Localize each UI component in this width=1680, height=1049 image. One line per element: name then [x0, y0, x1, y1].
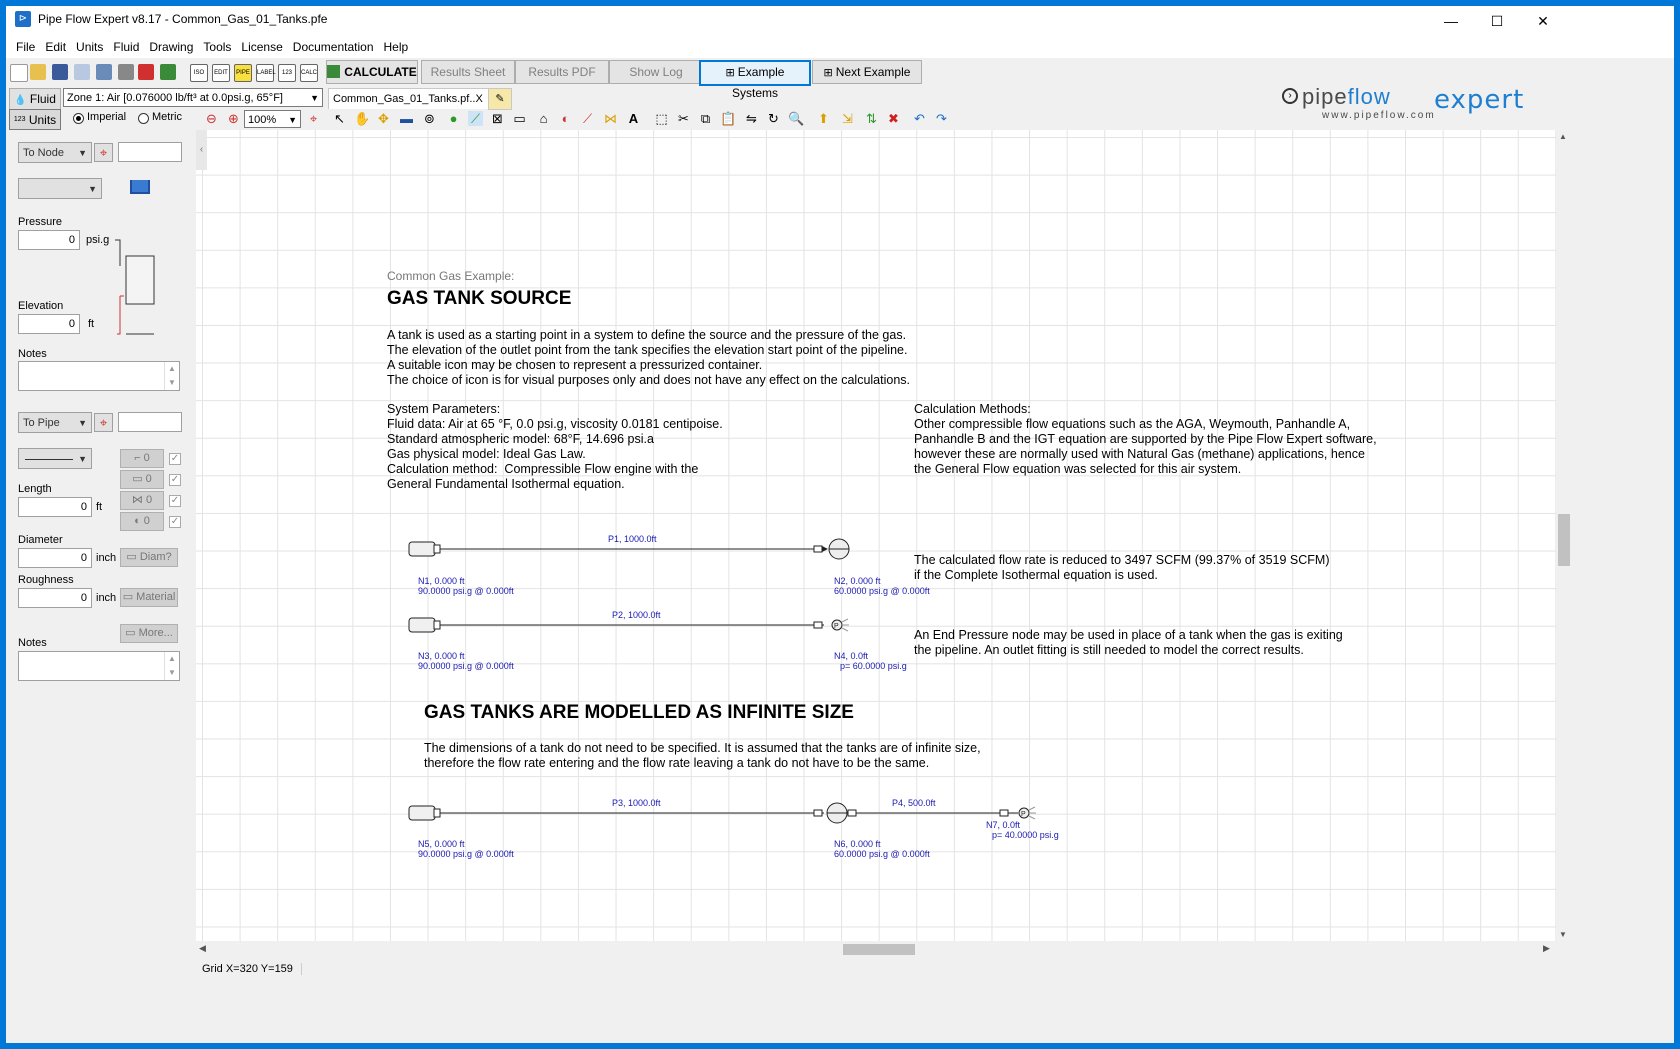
infinite-size-note: The dimensions of a tank do not need to be specified. It is assumed that the tanks are of infinite size, therefore the flow rate entering and the flow rate leaving a tank do not have to be the same. — [424, 741, 981, 770]
network-icon: ⊞ — [725, 67, 735, 79]
collapse-panel-icon[interactable]: ‹ — [196, 130, 207, 170]
pipe-notes-input[interactable] — [18, 651, 180, 681]
valve-tool-icon[interactable]: ◐ — [561, 111, 570, 126]
diameter-unit: inch — [96, 552, 117, 564]
node-n7-label[interactable]: N7, 0.0ft — [986, 820, 1021, 830]
calculation-methods-text: Calculation Methods: Other compressible flow equations such as the AGA, Weymouth, Panhandle A, Panhandle B and the IGT equation are supported by the Pipe Flow Expert software, however these are normally used with Natural Gas (methane) applications, hence the General Flow equation was selected for this air system. — [914, 402, 1377, 476]
control-valve-icon[interactable]: ⋈ — [604, 111, 617, 126]
menu-bar — [6, 36, 1674, 58]
length-unit: ft — [96, 501, 103, 513]
app-window — [6, 6, 1674, 1043]
node-n6-label[interactable]: N6, 0.000 ft — [834, 839, 881, 849]
label-icon[interactable]: LABEL — [256, 64, 274, 82]
tank-icon[interactable] — [130, 180, 150, 194]
node-n4-label[interactable]: N4, 0.0ft — [834, 651, 869, 661]
roughness-input[interactable]: 0 — [18, 588, 92, 608]
svg-text:P: P — [834, 623, 839, 630]
logo-expert: expert — [1434, 85, 1525, 115]
line-style-select[interactable] — [18, 448, 92, 469]
chevron-down-icon: ▼ — [78, 148, 87, 158]
fitting-3-checkbox[interactable]: ✓ — [170, 495, 180, 506]
pump-tool-icon[interactable]: ⊚ — [424, 111, 435, 126]
zoom-out-icon[interactable]: ⊖ — [206, 111, 217, 126]
image-tool-icon[interactable]: ▭ — [513, 111, 526, 126]
tank-n1 — [409, 542, 440, 556]
node-n2-label[interactable]: N2, 0.000 ft — [834, 576, 881, 586]
scroll-right-icon[interactable]: ▶ — [1543, 943, 1550, 953]
calculate-button[interactable] — [326, 60, 418, 84]
node-name-input[interactable] — [118, 142, 182, 162]
droplet-icon: 💧 — [14, 95, 27, 106]
pipe-p3-label[interactable]: P3, 1000.0ft — [612, 798, 661, 808]
example-systems-button[interactable] — [699, 60, 811, 100]
pipe-target-icon[interactable]: ⌖ — [94, 413, 113, 432]
fitting-tool-icon[interactable]: ⊠ — [492, 111, 503, 126]
delete-icon[interactable]: ✖ — [888, 111, 899, 126]
node-n2-pressure: 60.0000 psi.g @ 0.000ft — [834, 586, 930, 596]
metric-label: Metric — [152, 111, 182, 123]
scroll-down-icon[interactable]: ▼ — [1559, 930, 1567, 939]
scroll-up-icon[interactable]: ▲ — [1559, 132, 1567, 141]
notes-label: Notes — [18, 348, 47, 360]
node-notes-input[interactable] — [18, 361, 180, 391]
line-tool-icon[interactable]: ⟋ — [582, 111, 593, 126]
spreadsheet-icon[interactable] — [160, 64, 176, 80]
pipeflow-logo — [1282, 84, 1552, 124]
roughness-unit: inch — [96, 592, 117, 604]
fitting-box-icon: ▭ — [132, 473, 146, 485]
chevron-down-icon: ▼ — [78, 418, 87, 428]
fluid-zone-value: Zone 1: Air [0.076000 lb/ft³ at 0.0psi.g, 65°F] — [67, 92, 283, 104]
app-icon: ⊳ — [15, 11, 31, 27]
fitting-p1 — [814, 546, 822, 552]
chevron-down-icon: ▼ — [78, 454, 87, 464]
node-n6-pressure: 60.0000 psi.g @ 0.000ft — [834, 849, 930, 859]
more-icon: ▭ — [125, 627, 139, 639]
edit-icon[interactable]: EDIT — [212, 64, 230, 82]
menu-drawing[interactable]: Drawing — [149, 40, 194, 54]
material-icon: ▭ — [122, 591, 137, 603]
new-file-icon[interactable] — [10, 64, 28, 82]
pipe-network-diagram — [196, 130, 1556, 942]
units-icon: 123 — [13, 116, 26, 123]
pipe-p1-label[interactable]: P1, 1000.0ft — [608, 534, 657, 544]
fluid-zone-select[interactable] — [63, 88, 323, 107]
minimize-button[interactable]: — — [1444, 13, 1458, 29]
maximize-button[interactable]: ☐ — [1490, 13, 1504, 29]
network-next-icon: ⊞ — [823, 67, 833, 79]
open-folder-icon[interactable] — [30, 64, 46, 80]
node-n1-pressure: 90.0000 psi.g @ 0.000ft — [418, 586, 514, 596]
email-icon[interactable] — [74, 64, 90, 80]
length-input[interactable]: 0 — [18, 497, 92, 517]
print-icon[interactable] — [118, 64, 134, 80]
pipe-name-input[interactable] — [118, 412, 182, 432]
paste-icon[interactable]: 📋 — [720, 111, 737, 126]
flip-icon[interactable]: ⇋ — [746, 111, 757, 126]
menu-license[interactable]: License — [241, 40, 283, 54]
new-tab-icon[interactable]: ✎ — [488, 88, 512, 110]
heading-infinite-size: GAS TANKS ARE MODELLED AS INFINITE SIZE — [424, 702, 854, 723]
fluid-button[interactable] — [9, 88, 61, 110]
node-n3-pressure: 90.0000 psi.g @ 0.000ft — [418, 661, 514, 671]
to-pipe-select[interactable] — [18, 412, 92, 433]
results-pdf-button[interactable]: Results PDF — [515, 60, 609, 84]
svg-text:P: P — [1021, 811, 1026, 818]
zoom-in-icon[interactable]: ⊕ — [228, 111, 239, 126]
horizontal-scrollbar[interactable] — [196, 941, 1556, 957]
elevation-input[interactable]: 0 — [18, 314, 80, 334]
menu-fluid[interactable]: Fluid — [113, 40, 140, 54]
scroll-left-icon[interactable]: ◀ — [199, 943, 206, 953]
fitting-elbow-icon: ⌐ — [134, 452, 144, 464]
show-log-button[interactable]: Show Log — [609, 60, 703, 84]
horizontal-scroll-thumb[interactable] — [843, 944, 915, 955]
grid-coordinates: Grid X=320 Y=159 — [202, 963, 302, 975]
calc-icon[interactable]: CALC — [300, 64, 318, 82]
menu-edit[interactable]: Edit — [45, 40, 67, 54]
text-tool-icon[interactable]: A — [628, 111, 639, 126]
find-icon[interactable]: 🔍 — [788, 111, 805, 126]
system-parameters-text: System Parameters: Fluid data: Air at 65 °F, 0.0 psi.g, viscosity 0.0181 centipoise. Standard atmospheric model: 68°F, 14.696 psi.a Gas physical model: Ideal Gas Law. Calculation method: Compressible Flow engine with the General Fundamental Isothermal equation. — [387, 402, 723, 491]
rotate-icon[interactable]: ↻ — [768, 111, 779, 126]
fitting-valve-icon: ⋈ — [131, 494, 146, 506]
more-button[interactable]: ▭ More... — [120, 624, 178, 643]
zoom-value: 100% — [248, 114, 277, 126]
logo-url: www.pipeflow.com — [1322, 110, 1436, 121]
metric-radio[interactable] — [138, 113, 149, 124]
node-target-icon[interactable]: ⌖ — [94, 143, 113, 162]
scroll-arrows-icon[interactable]: ▲ ▼ — [164, 652, 179, 680]
fitting-p3 — [814, 810, 822, 816]
roughness-label: Roughness — [18, 574, 74, 586]
menu-help[interactable]: Help — [383, 40, 409, 54]
pipe-icon[interactable]: PIPE — [234, 64, 252, 82]
fitting-4-button[interactable]: ◐ 0 — [120, 512, 164, 531]
component-tool-icon[interactable]: ⌂ — [539, 111, 548, 126]
crosshair-icon[interactable]: ⌖ — [309, 111, 318, 126]
diameter-label: Diameter — [18, 534, 63, 546]
logo-arrow-icon: › — [1282, 88, 1298, 104]
node-n7-pressure: p= 40.0000 psi.g — [992, 830, 1059, 840]
distribute-icon[interactable]: ⇅ — [866, 111, 877, 126]
save-icon[interactable] — [52, 64, 68, 80]
menu-tools[interactable]: Tools — [203, 40, 232, 54]
example-systems-label: Example Systems — [731, 65, 785, 100]
fitting-2-checkbox[interactable]: ✓ — [170, 474, 180, 485]
pipe-tool-icon[interactable]: ⟋ — [468, 111, 483, 126]
next-example-button[interactable] — [812, 60, 922, 84]
fitting-p2 — [814, 622, 822, 628]
flow-rate-note: The calculated flow rate is reduced to 3497 SCFM (99.37% of 3519 SCFM) if the Complete Isothermal equation is used. — [914, 553, 1330, 582]
fitting-4-checkbox[interactable]: ✓ — [170, 516, 180, 527]
menu-units[interactable]: Units — [76, 40, 104, 54]
cut-icon[interactable]: ✂ — [678, 111, 689, 126]
fitting-1-button[interactable]: ⌐ 0 — [120, 449, 164, 468]
imperial-radio[interactable] — [73, 113, 84, 124]
copy-icon[interactable]: ⧉ — [700, 111, 711, 126]
fluid-label: Fluid — [29, 92, 56, 106]
tank-diagram — [112, 238, 162, 338]
window-title: Pipe Flow Expert v8.17 - Common_Gas_01_Tanks.pfe — [38, 12, 328, 26]
node-n5-label[interactable]: N5, 0.000 ft — [418, 839, 465, 849]
to-node-label: To Node — [23, 147, 64, 159]
chevron-down-icon: ▼ — [288, 115, 297, 125]
node-type-select[interactable] — [18, 178, 102, 199]
diameter-input[interactable]: 0 — [18, 548, 92, 568]
calculator-icon — [327, 65, 340, 78]
fitting-p4 — [1000, 810, 1008, 816]
menu-documentation[interactable]: Documentation — [292, 40, 374, 54]
pdf-icon[interactable] — [138, 64, 154, 80]
length-label: Length — [18, 483, 52, 495]
pipe-size-icon: ▭ — [126, 551, 140, 563]
pointer-icon[interactable]: ↖ — [334, 111, 345, 126]
example-label: Common Gas Example: — [387, 269, 515, 283]
pipe-p4-label[interactable]: P4, 500.0ft — [892, 798, 936, 808]
fitting-3-button[interactable]: ⋈ 0 — [120, 491, 164, 510]
align-icon[interactable]: ⇲ — [842, 111, 853, 126]
results-sheet-button[interactable]: Results Sheet — [421, 60, 515, 84]
fitting-1-checkbox[interactable]: ✓ — [170, 453, 180, 464]
drawing-canvas[interactable] — [196, 130, 1556, 942]
node-n4-pressure: p= 60.0000 psi.g — [840, 661, 907, 671]
fitting-gauge-icon: ◐ — [134, 515, 144, 527]
next-example-label: Next Example — [835, 65, 911, 79]
node-n1-label[interactable]: N1, 0.000 ft — [418, 576, 465, 586]
document-tab[interactable]: Common_Gas_01_Tanks.pf..X — [328, 88, 510, 109]
properties-panel — [6, 130, 194, 1043]
imperial-label: Imperial — [87, 111, 127, 123]
diameter-lookup-button[interactable]: ▭ Diam? — [120, 548, 178, 567]
zoom-select[interactable] — [244, 110, 301, 128]
line-style-preview — [25, 459, 73, 460]
heading-gas-tank-source: GAS TANK SOURCE — [387, 288, 572, 309]
redo-icon[interactable]: ↷ — [936, 111, 947, 126]
node-tool-icon[interactable]: ● — [449, 111, 458, 126]
undo-icon[interactable]: ↶ — [914, 111, 925, 126]
fitting-2-button[interactable]: ▭ 0 — [120, 470, 164, 489]
title-bar — [6, 6, 1674, 36]
node-n3-label[interactable]: N3, 0.000 ft — [418, 651, 465, 661]
export-icon[interactable] — [96, 64, 112, 80]
status-bar — [196, 957, 1556, 979]
select-rect-icon[interactable]: ⬚ — [655, 111, 668, 126]
tank-n3 — [409, 618, 440, 632]
scroll-arrows-icon[interactable]: ▲ ▼ — [164, 362, 179, 390]
pressure-unit: psi.g — [86, 234, 110, 246]
chevron-down-icon: ▼ — [310, 93, 319, 103]
elevation-unit: ft — [88, 318, 95, 330]
material-button[interactable]: ▭ Material — [120, 588, 178, 607]
pipe-p2-label[interactable]: P2, 1000.0ft — [612, 610, 661, 620]
units-label: Units — [28, 113, 57, 127]
close-button[interactable]: ✕ — [1537, 13, 1549, 29]
units-button[interactable] — [9, 109, 61, 130]
move-icon[interactable]: ✥ — [378, 111, 389, 126]
node-n5-pressure: 90.0000 psi.g @ 0.000ft — [418, 849, 514, 859]
menu-file[interactable]: File — [16, 40, 36, 54]
vertical-scrollbar[interactable] — [1556, 130, 1572, 942]
calculate-label: CALCULATE — [344, 65, 417, 79]
logo-wordmark: pipeflow — [1302, 84, 1391, 109]
tank-n5 — [409, 806, 440, 820]
pressure-label: Pressure — [18, 216, 63, 228]
numbers-icon[interactable]: 123 — [278, 64, 296, 82]
highlight-icon[interactable]: ⬆ — [818, 111, 829, 126]
tank-tool-icon[interactable]: ▬ — [400, 111, 413, 126]
pressure-input[interactable]: 0 — [18, 230, 80, 250]
to-node-select[interactable] — [18, 142, 92, 163]
chevron-down-icon: ▼ — [88, 184, 97, 194]
end-pressure-note: An End Pressure node may be used in place of a tank when the gas is exiting the pipeline. An outlet fitting is still needed to model the correct results. — [914, 628, 1343, 657]
pipe-notes-label: Notes — [18, 637, 47, 649]
to-pipe-label: To Pipe — [23, 417, 60, 429]
pan-hand-icon[interactable]: ✋ — [354, 111, 371, 126]
elevation-label: Elevation — [18, 300, 64, 312]
iso-icon[interactable]: ISO — [190, 64, 208, 82]
vertical-scroll-thumb[interactable] — [1558, 514, 1570, 566]
intro-text: A tank is used as a starting point in a system to define the source and the pressure of the gas. The elevation of the outlet point from the tank specifies the elevation start point of the pipeline. A suitable icon may be chosen to represent a pressurized container. The choice of icon is for visual purposes only and does not have any effect on the calculations. — [387, 328, 911, 387]
